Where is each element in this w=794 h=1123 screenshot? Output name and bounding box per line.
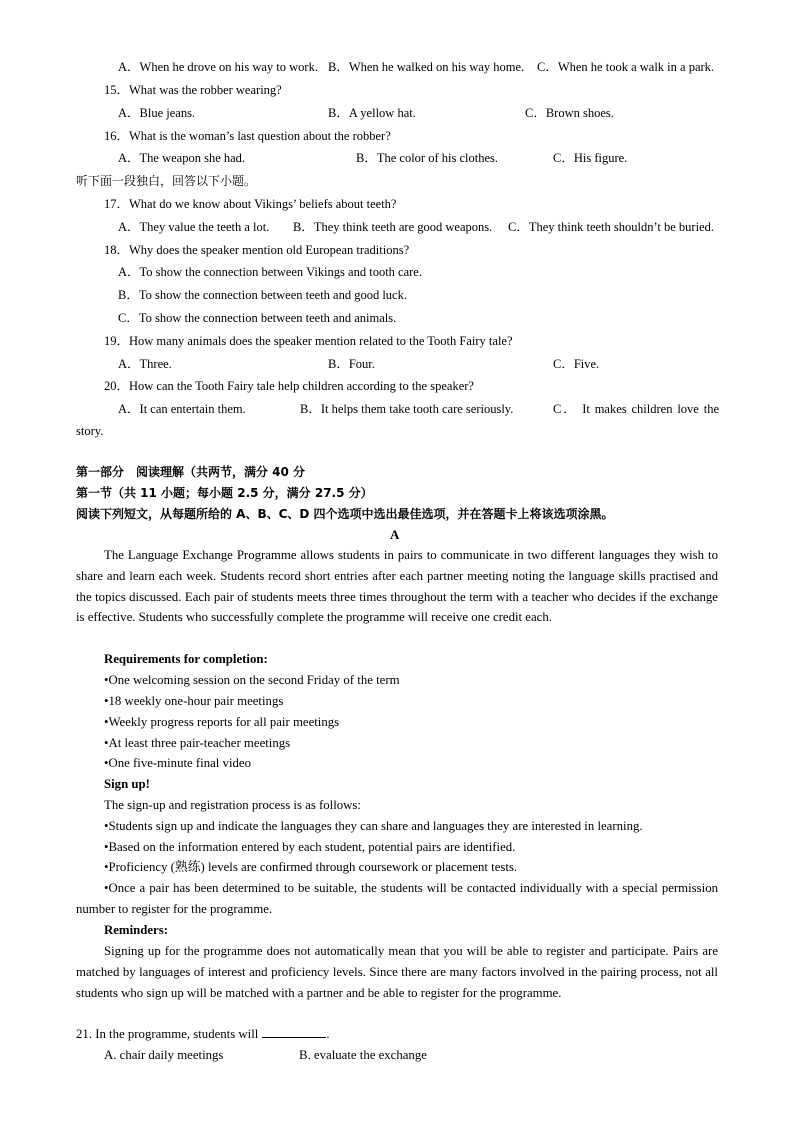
q17-option-a[interactable]: A．They value the teeth a lot.	[118, 220, 270, 234]
passage-label: A	[390, 527, 400, 542]
signup-step-last: •Once a pair has been determined to be suitable, the students will be contacted individually with a special permission number to register for the programme.	[76, 881, 718, 916]
q16-option-c[interactable]: C．His figure.	[553, 151, 628, 165]
intro-paragraph: The Language Exchange Programme allows students in pairs to communicate in two different languages they wish to share and learn each week. Students record short entries after each partner meeting noting the language skills practised and the topics discussed. Each pair of students meets three times throughout the term with a teacher who decides if the exchange is effective. Students who successfully complete the programme will receive one credit each.	[76, 548, 718, 625]
monologue-intro: 听下面一段独白，回答以下小题。	[76, 174, 257, 188]
q20-option-c-wrap: story.	[76, 424, 104, 438]
q19-option-a[interactable]: A．Three.	[118, 357, 172, 371]
q14-option-a[interactable]: A．When he drove on his way to work.	[118, 60, 318, 74]
answer-blank[interactable]	[262, 1025, 326, 1038]
question-15: 15．What was the robber wearing?	[104, 83, 282, 97]
q20-option-b[interactable]: B．It helps them take tooth care seriously.	[300, 402, 514, 416]
question-21-text: 21. In the programme, students will	[76, 1027, 259, 1041]
requirement-item: •At least three pair-teacher meetings	[104, 736, 291, 750]
reminders-heading: Reminders:	[104, 923, 168, 937]
requirement-item: •One welcoming session on the second Friday of the term	[104, 673, 400, 687]
section-title: 第一节（共 11 小题；每小题 2.5 分，满分 27.5 分）	[76, 486, 373, 500]
question-16: 16．What is the woman’s last question about the robber?	[104, 129, 391, 143]
q17-option-c[interactable]: C．They think teeth shouldn’t be buried.	[508, 220, 714, 234]
q18-option-a[interactable]: A．To show the connection between Vikings and tooth care.	[118, 265, 422, 279]
requirement-item: •Weekly progress reports for all pair meetings	[104, 715, 340, 729]
requirement-item: •18 weekly one-hour pair meetings	[104, 694, 284, 708]
q16-option-b[interactable]: B．The color of his clothes.	[356, 151, 498, 165]
reminders-paragraph: Signing up for the programme does not automatically mean that you will be able to register and participate. Pairs are matched by languages of interest and proficiency levels. Since there are many factors involved in the pairing process, not all students who sign up will be matched with a partner and be able to register for the programme.	[76, 944, 718, 1000]
signup-heading: Sign up!	[104, 777, 150, 791]
instructions: 阅读下列短文，从每题所给的 A、B、C、D 四个选项中选出最佳选项，并在答题卡上将该选项涂黑。	[76, 507, 614, 521]
question-21-end: .	[326, 1027, 330, 1041]
question-19: 19．How many animals does the speaker mention related to the Tooth Fairy tale?	[104, 334, 513, 348]
signup-intro: The sign-up and registration process is as follows:	[104, 798, 361, 812]
q18-option-c[interactable]: C．To show the connection between teeth and animals.	[118, 311, 397, 325]
question-18: 18．Why does the speaker mention old European traditions?	[104, 243, 410, 257]
q20-option-a[interactable]: A．It can entertain them.	[118, 402, 246, 416]
question-20: 20．How can the Tooth Fairy tale help children according to the speaker?	[104, 379, 474, 393]
question-17: 17．What do we know about Vikings’ beliefs about teeth?	[104, 197, 397, 211]
q18-option-b[interactable]: B．To show the connection between teeth and good luck.	[118, 288, 407, 302]
q15-option-b[interactable]: B．A yellow hat.	[328, 106, 416, 120]
q20-option-c[interactable]: C． It makes children love the	[553, 402, 719, 416]
q19-option-c[interactable]: C．Five.	[553, 357, 600, 371]
q15-option-a[interactable]: A．Blue jeans.	[118, 106, 196, 120]
question-21	[76, 1025, 330, 1043]
q14-option-c[interactable]: C．When he took a walk in a park.	[537, 60, 715, 74]
requirements-heading: Requirements for completion:	[104, 652, 268, 666]
part-title: 第一部分 阅读理解（共两节，满分 40 分	[76, 465, 306, 479]
signup-step: •Based on the information entered by each student, potential pairs are identified.	[104, 840, 516, 854]
q17-option-b[interactable]: B．They think teeth are good weapons.	[293, 220, 493, 234]
q16-option-a[interactable]: A．The weapon she had.	[118, 151, 246, 165]
q21-option-a[interactable]: A. chair daily meetings	[104, 1048, 224, 1062]
signup-step: •Proficiency (熟练) levels are confirmed through coursework or placement tests.	[104, 860, 518, 874]
signup-step: •Students sign up and indicate the languages they can share and languages they are interested in learning.	[104, 819, 643, 833]
q19-option-b[interactable]: B．Four.	[328, 357, 375, 371]
q15-option-c[interactable]: C．Brown shoes.	[525, 106, 614, 120]
requirement-item: •One five-minute final video	[104, 756, 251, 770]
q14-option-b[interactable]: B．When he walked on his way home.	[328, 60, 525, 74]
q21-option-b[interactable]: B. evaluate the exchange	[299, 1048, 427, 1062]
